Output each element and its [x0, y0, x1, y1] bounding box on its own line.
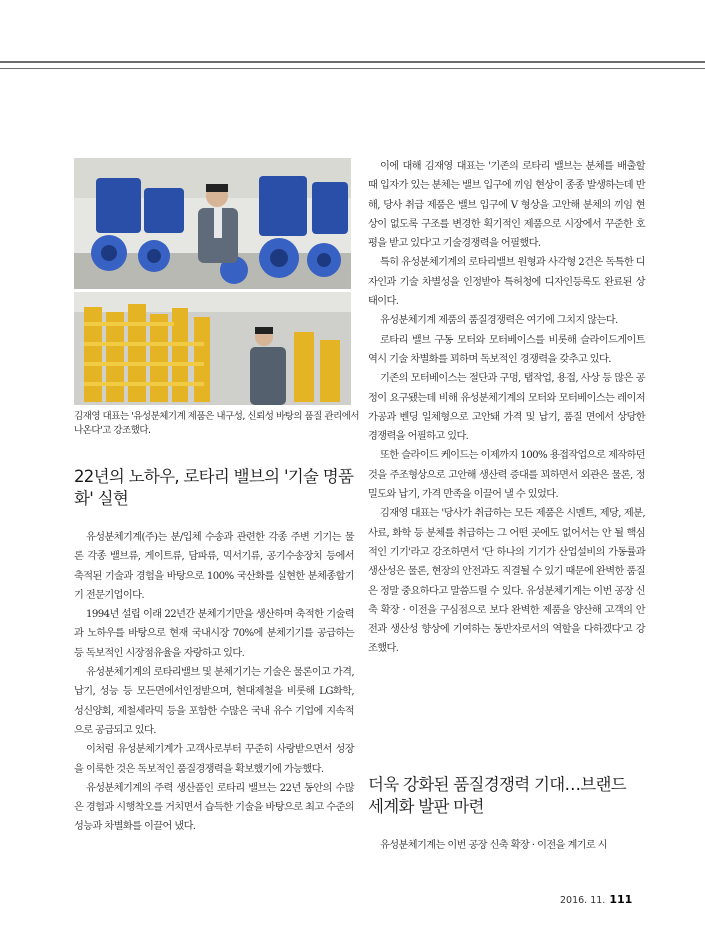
paragraph: 로타리 밸브 구동 모터와 모터베이스를 비롯해 슬라이드게이트 역시 기술 차별화를 꾀하며 독보적인 경쟁력을 갖추고 있다. [368, 334, 645, 365]
paragraph: 유성분체기계의 로타리밸브 및 분체기기는 기술은 물론이고 가격, 납기, 성능 등 모든면에서인정받으며, 현대제철을 비롯해 LG화학, 성신양회, 제철세라믹 등을 포함한 수많은 국내 유수 기업에 지속적으로 공급되고 있다. [74, 667, 354, 736]
paragraph: 이처럼 유성분체기계가 고객사로부터 꾸준히 사랑받으면서 성장을 이룩한 것은 독보적인 품질경쟁력을 확보했기에 가능했다. [74, 744, 354, 775]
issue-date: 2016. 11. [560, 895, 606, 906]
section-heading-brand: 더욱 강화된 품질경쟁력 기대…브랜드 세계화 발판 마련 [368, 775, 627, 816]
paragraph: 1994년 설립 이래 22년간 분체기기만을 생산하며 축적한 기술력과 노하우를 바탕으로 현재 국내시장 70%에 분체기기를 공급하는 등 독보적인 시장점유율을 자랑하고 있다. [74, 609, 354, 659]
paragraph: 기존의 모터베이스는 절단과 구멍, 탭작업, 용접, 사상 등 많은 공정이 요구됐는데 비해 유성분체기계의 모터와 모터베이스는 레이저 가공과 벤딩 일체형으로 고안돼 가격 및 납기, 품질 면에서 상당한 경쟁력을 어필하고 있다. [368, 373, 645, 443]
left-column-body [74, 528, 354, 837]
paragraph: 김재영 대표는 '당사가 취급하는 모든 제품은 시멘트, 제당, 제분, 사료, 화학 등 분체를 취급하는 그 어떤 곳에도 없어서는 안 될 핵심적인 기기'라고 강조하면서 '단 하나의 기기가 산업설비의 가동률과 생산성은 물론, 현장의 안전과도 직결될 수 있기 때문에 완벽한 품질은 정말 중요하다고 말씀드릴 수 있다. 유성분체기계는 이번 공장 신축 확장 · 이전을 구심점으로 보다 완벽한 제품을 양산해 고객의 안전과 생산성 향상에 기여하는 동반자로서의 역할을 다하겠다'고 강조했다. [368, 508, 645, 655]
page-folio [560, 893, 632, 906]
photo-ceo-yellow-parts [74, 292, 351, 405]
section-heading-technology: 22년의 노하우, 로타리 밸브의 '기술 명품화' 실현 [74, 467, 354, 508]
paragraph: 특히 유성분체기계의 로타리밸브 원형과 사각형 2건은 독특한 디자인과 기술 차별성을 인정받아 특허청에 디자인등록도 완료된 상태이다. [368, 257, 645, 308]
page-number: 111 [609, 893, 633, 906]
paragraph: 유성분체기계의 주력 생산품인 로타리 밸브는 22년 동안의 수많은 경험과 시행착오를 거치면서 습득한 기술을 바탕으로 최고 수준의 성능과 차별화를 이끌어 냈다. [74, 782, 354, 833]
paragraph: 유성분체기계(주)는 분/입체 수송과 관련한 각종 주변 기기는 물론 각종 밸브류, 게이트류, 담파류, 믹서기류, 공기수송장치 등에서 축적된 기술과 경험을 바탕으로 100% 국산화를 실현한 분체종합기기 전문기업이다. [74, 532, 354, 601]
paragraph: 유성분체기계 제품의 품질경쟁력은 여기에 그치지 않는다. [380, 315, 618, 327]
paragraph: 유성분체기계는 이번 공장 신축 확장 · 이전을 계기로 시 [380, 840, 608, 851]
paragraph: 또한 슬라이드 케이드는 이제까지 100% 용접작업으로 제작하던 것을 주조형상으로 고안해 생산력 증대를 꾀하면서 외관은 물론, 정밀도와 납기, 가격 만족을 이끌어 낼 수 있었다. [368, 450, 645, 501]
photo-ceo-blue-valves [74, 158, 351, 289]
paragraph: 이에 대해 김재영 대표는 '기존의 로타리 밸브는 분체를 배출할 때 입자가 있는 분체는 밸브 입구에 끼임 현상이 종종 발생하는데 반해, 당사 취급 제품은 밸브 입구에 V 형상을 고안해 분체의 끼임 현상이 없도록 구조를 변경한 획기적인 제품으로 시장에서 꾸준한 호평을 받고 있다'고 기술경쟁력을 어필했다. [368, 161, 645, 250]
header-rule-bottom [0, 68, 705, 69]
right-column-final [368, 836, 645, 855]
right-column-body [368, 157, 645, 659]
photo-caption: 김재영 대표는 '유성분체기계 제품은 내구성, 신뢰성 바탕의 품질 관리에서 나온다'고 강조했다. [74, 411, 360, 436]
header-rule-top [0, 61, 705, 63]
